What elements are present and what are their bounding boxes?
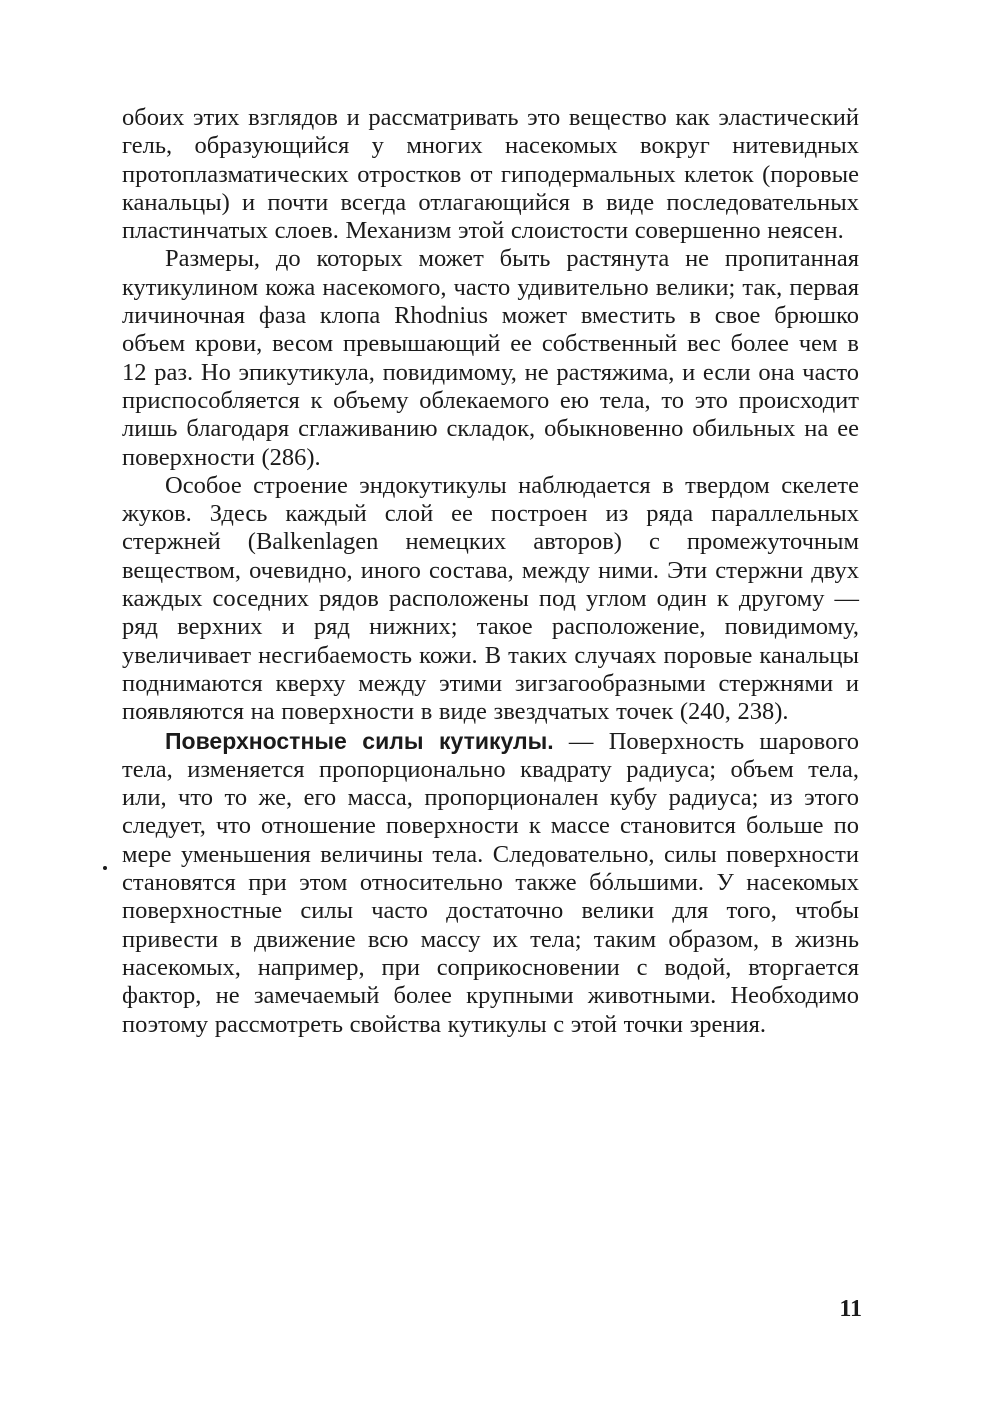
section-heading: Поверхностные силы кутикулы. (165, 727, 554, 754)
paragraph-surface-forces (122, 727, 859, 1039)
body-text (122, 104, 859, 1039)
paragraph-size-dimensions: Размеры, до которых может быть растянута не пропитанная кутикулином кожа насекомого, часто удивительно велики; так, первая личиночная фаза клопа Rhodnius может вместить в свое брюшко объем крови, весом превышающий ее собственный вес более чем в 12 раз. Но эпикутикула, повидимому, не растяжима, и если она часто приспособляется к объему облекаемого ею тела, то это происходит лишь благодаря сглаживанию складок, обыкновенно обильных на ее поверхности (286). (122, 245, 859, 471)
paragraph-continuation: обоих этих взглядов и рассматривать это вещество как эластический гель, образующийся у многих насекомых вокруг нитевидных протоплазматических отростков от гиподермальных клеток (поровые канальцы) и почти всегда отлагающийся в виде последовательных пластинчатых слоев. Механизм этой слоистости совершенно неясен. (122, 104, 859, 245)
page-number: 11 (839, 1296, 862, 1322)
margin-dot (103, 866, 107, 870)
section-body: — Поверхность шарового тела, изменяется пропорционально квадрату радиуса; объем тела, или, что то же, его масса, пропорционален кубу радиуса; из этого следует, что отношение поверхности к массе становится больше по мере уменьшения величины тела. Следовательно, силы поверхности становятся при этом относительно также бóльшими. У насекомых поверхностные силы часто достаточно велики для того, чтобы привести в движение всю массу их тела; таким образом, в жизнь насекомых, например, при соприкосновении с водой, вторгается фактор, не замечаемый более крупными животными. Необходимо поэтому рассмотреть свойства кутикулы с этой точки зрения. (122, 727, 860, 1038)
paragraph-endocuticle-structure: Особое строение эндокутикулы наблюдается в твердом скелете жуков. Здесь каждый слой ее построен из ряда параллельных стержней (Balkenlagen немецких авторов) с промежуточным веществом, очевидно, иного состава, между ними. Эти стержни двух каждых соседних рядов расположены под углом один к другому — ряд верхних и ряд нижних; такое расположение, повидимому, увеличивает несгибаемость кожи. В таких случаях поровые канальцы поднимаются кверху между этими зигзагообразными стержнями и появляются на поверхности в виде звездчатых точек (240, 238). (122, 471, 859, 726)
